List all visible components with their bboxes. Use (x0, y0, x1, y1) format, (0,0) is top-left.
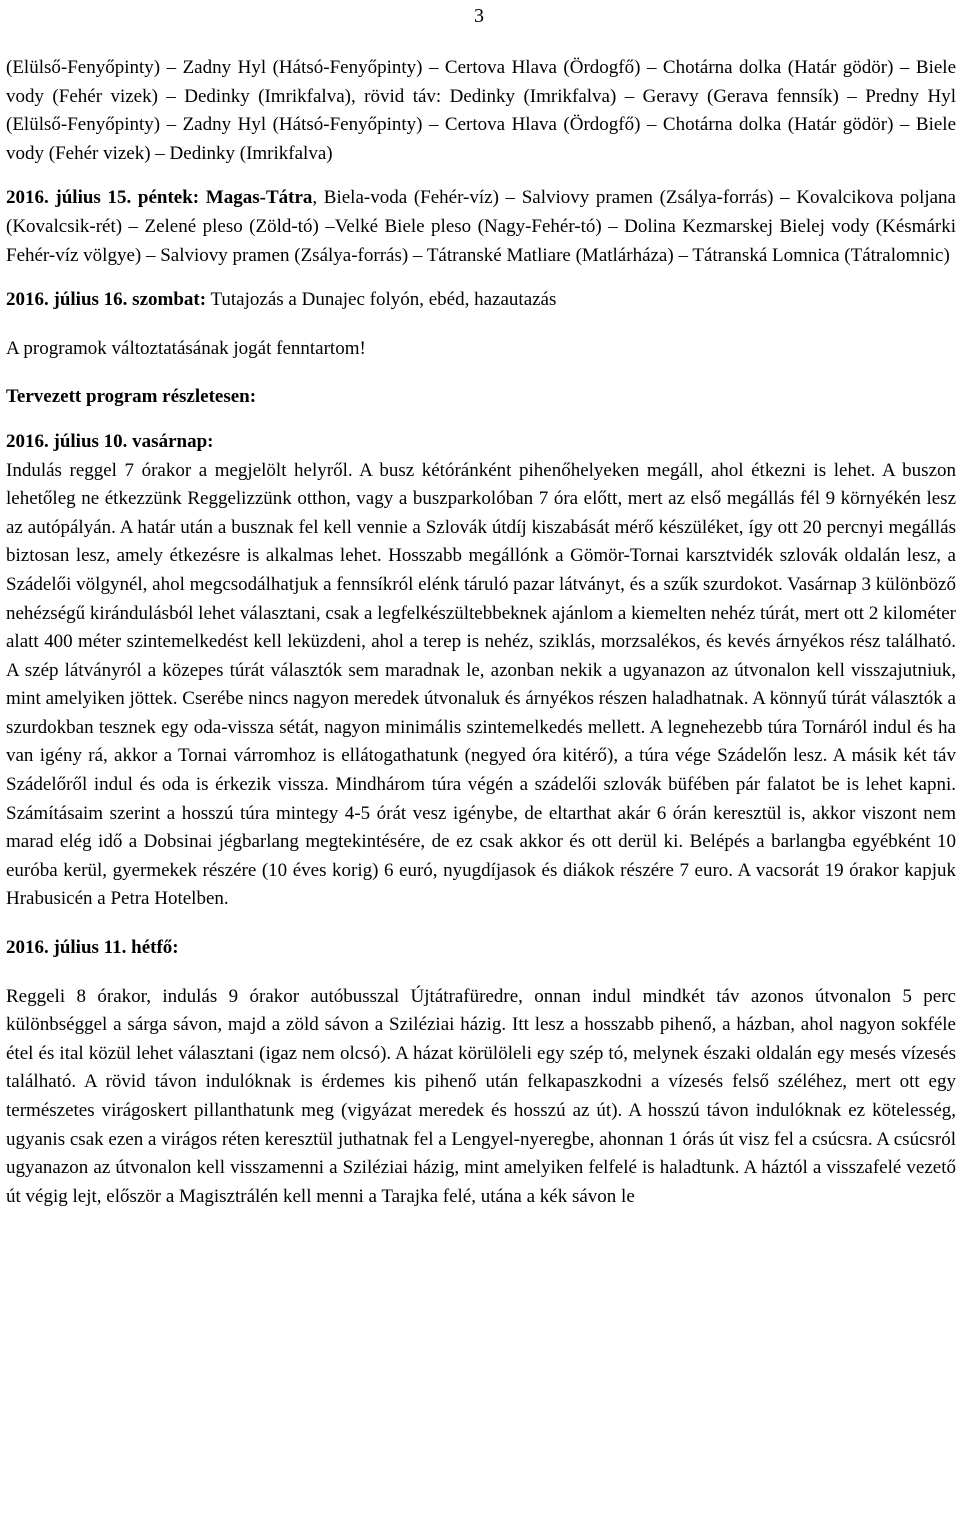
day-july10-date: 2016. július 10. (6, 430, 133, 452)
day-july11-date: 2016. július 11. (6, 937, 132, 959)
day-july15-date: 2016. július 15. (6, 187, 138, 209)
day-july15-day: péntek: (137, 187, 200, 209)
day-july11-heading (6, 934, 956, 963)
day-july11-text: Reggeli 8 órakor, indulás 9 órakor autóbusszal Újtátrafüredre, onnan indul mindkét táv azonos útvonalon 5 perc különbséggel a sárga sávon, majd a zöld sávon a Sziléziai házig. Itt lesz a hosszabb pihenő, a házban, ahol nagyon sokféle étel és ital közül lehet választani (igaz nem olcsó). A házat körülöleli egy szép tó, melynek északi oldalán egy mesés vízesés található. A rövid távon indulóknak is érdemes kis pihenő után felkapaszkodni a vízesés felső széléhez, mert ott egy természetes virágoskert pillanthatunk meg (vigyázat meredek és hosszú az út). A hosszú távon indulóknak ez kötelesség, ugyanis csak ezen a virágos réten keresztül juthatnak fel a Lengyel-nyeregbe, ahonnan 1 órás út visz fel a csúcsra. A csúcsról ugyanazon az útvonalon kell visszamenni a Sziléziai házig, mint amelyiken felfelé is haladtunk. A háztól a visszafelé vezető út végig lejt, először a Magisztrálén kell menni a Tarajka felé, utána a kék sávon le (6, 985, 956, 1207)
intro-route-paragraph: (Elülső-Fenyőpinty) ‒ Zadny Hyl (Hátsó-Fenyőpinty) ‒ Certova Hlava (Ördogfő) ‒ Chotárna dolka (Határ gödör) ‒ Biele vody (Fehér vizek) ‒ Dedinky (Imrikfalva), rövid táv: Dedinky (Imrikfalva) ‒ Geravy (Gerava fennsík) ‒ Predny Hyl (Elülső-Fenyőpinty) ‒ Zadny Hyl (Hátsó-Fenyőpinty) ‒ Certova Hlava (Ördogfő) ‒ Chotárna dolka (Határ gödör) ‒ Biele vody (Fehér vizek) ‒ Dedinky (Imrikfalva) (6, 57, 956, 164)
page-number: 3 (474, 5, 484, 27)
day-july15-place: Magas-Tátra (199, 187, 313, 209)
disclaimer: A programok változtatásának jogát fenntartom! (6, 337, 366, 359)
day-july10-heading (6, 428, 956, 457)
day-july15-paragraph (6, 184, 956, 270)
day-july16-text: Tutajozás a Dunajec folyón, ebéd, hazautazás (206, 289, 557, 311)
document-body (6, 54, 956, 1211)
day-july16-day: szombat: (132, 289, 207, 311)
day-july10-day: vasárnap: (132, 430, 214, 452)
detailed-heading-text: Tervezett program részletesen: (6, 386, 257, 408)
day-july15-text: , Biela-voda (Fehér-víz) ‒ Salviovy pramen (Zsálya-forrás) ‒ Kovalcikova poljana (Kovalcsik-rét) ‒ Zelené pleso (Zöld-tó) ‒Velké Biele pleso (Nagy-Fehér-tó) ‒ Dolina Kezmarskej Bielej vody (Késmárki Fehér-víz völgye) ‒ Salviovy pramen (Zsálya-forrás) ‒ Tátranské Matliare (Matlárháza) ‒ Tátranská Lomnica (Tátralomnic) (6, 187, 956, 266)
day-july11-day: hétfő: (131, 937, 179, 959)
day-july16-paragraph (6, 286, 956, 315)
day-july16-date: 2016. július 16. (6, 289, 133, 311)
day-july10-text: Indulás reggel 7 órakor a megjelölt helyről. A busz kétóránként pihenőhelyeken megáll, ahol étkezni is lehet. A buszon lehetőleg ne étkezzünk Reggelizzünk otthon, vagy a buszparkolóban 7 óra előtt, mert az első megállás fél 9 környékén lesz az autópályán. A határ után a busznak fel kell vennie a Szlovák útdíj kiszabását mérő készüléket, így ott 20 percnyi megállás biztosan lesz, amely étkezésre is alkalmas lehet. Hosszabb megállónk a Gömör-Tornai karsztvidék szlovák oldalán lesz, a Szádelői völgynél, ahol megcsodálhatjuk a fennsíkról elénk táruló pazar látványt, és a szűk szurdokot. Vasárnap 3 különböző nehézségű kirándulásból lehet választani, csak a legfelkészültebbeknek ajánlom a kiemelten nehéz túrát, mert ott 2 kilométer alatt 400 méter szintemelkedést kell leküzdeni, ahol a terep is nehéz, sziklás, morzsalékos, és kevés árnyékos rész található. A szép látványról a közepes túrát választók sem maradnak le, azonban nekik a ugyanazon az útvonalon kell visszajutniuk, mint amelyiken jöttek. Cserébe nincs nagyon meredek útvonaluk és árnyékos részen haladhatnak. A könnyű túrát választók a szurdokban tesznek egy oda-vissza sétát, nagyon minimális szintemelkedés mellett. A legnehezebb túra Tornáról indul és ha van igény rá, akkor a Tornai várromhoz is ellátogathatunk (negyed óra kitérő), a túra vége Szádelőn lesz. A másik két táv Szádelőről indul és oda is érkezik vissza. Mindhárom túra végén a szádelői szlovák büfében pár falatot be is lehet kapni. Számításaim szerint a hosszú túra mintegy 4-5 órát vesz igénybe, de eltarthat akár 6 órán keresztül is, akkor viszont nem marad elég idő a Dobsinai jégbarlang megtekintésére, de ez csak akkor és ott derül ki. Belépés a barlangba egyébként 10 euróba kerül, gyermekek részére (10 éves korig) 6 euró, nyugdíjasok és diákok részére 7 euro. A vacsorát 19 órakor kapjuk Hrabusicén a Petra Hotelben. (6, 459, 956, 910)
detailed-heading (6, 383, 956, 412)
